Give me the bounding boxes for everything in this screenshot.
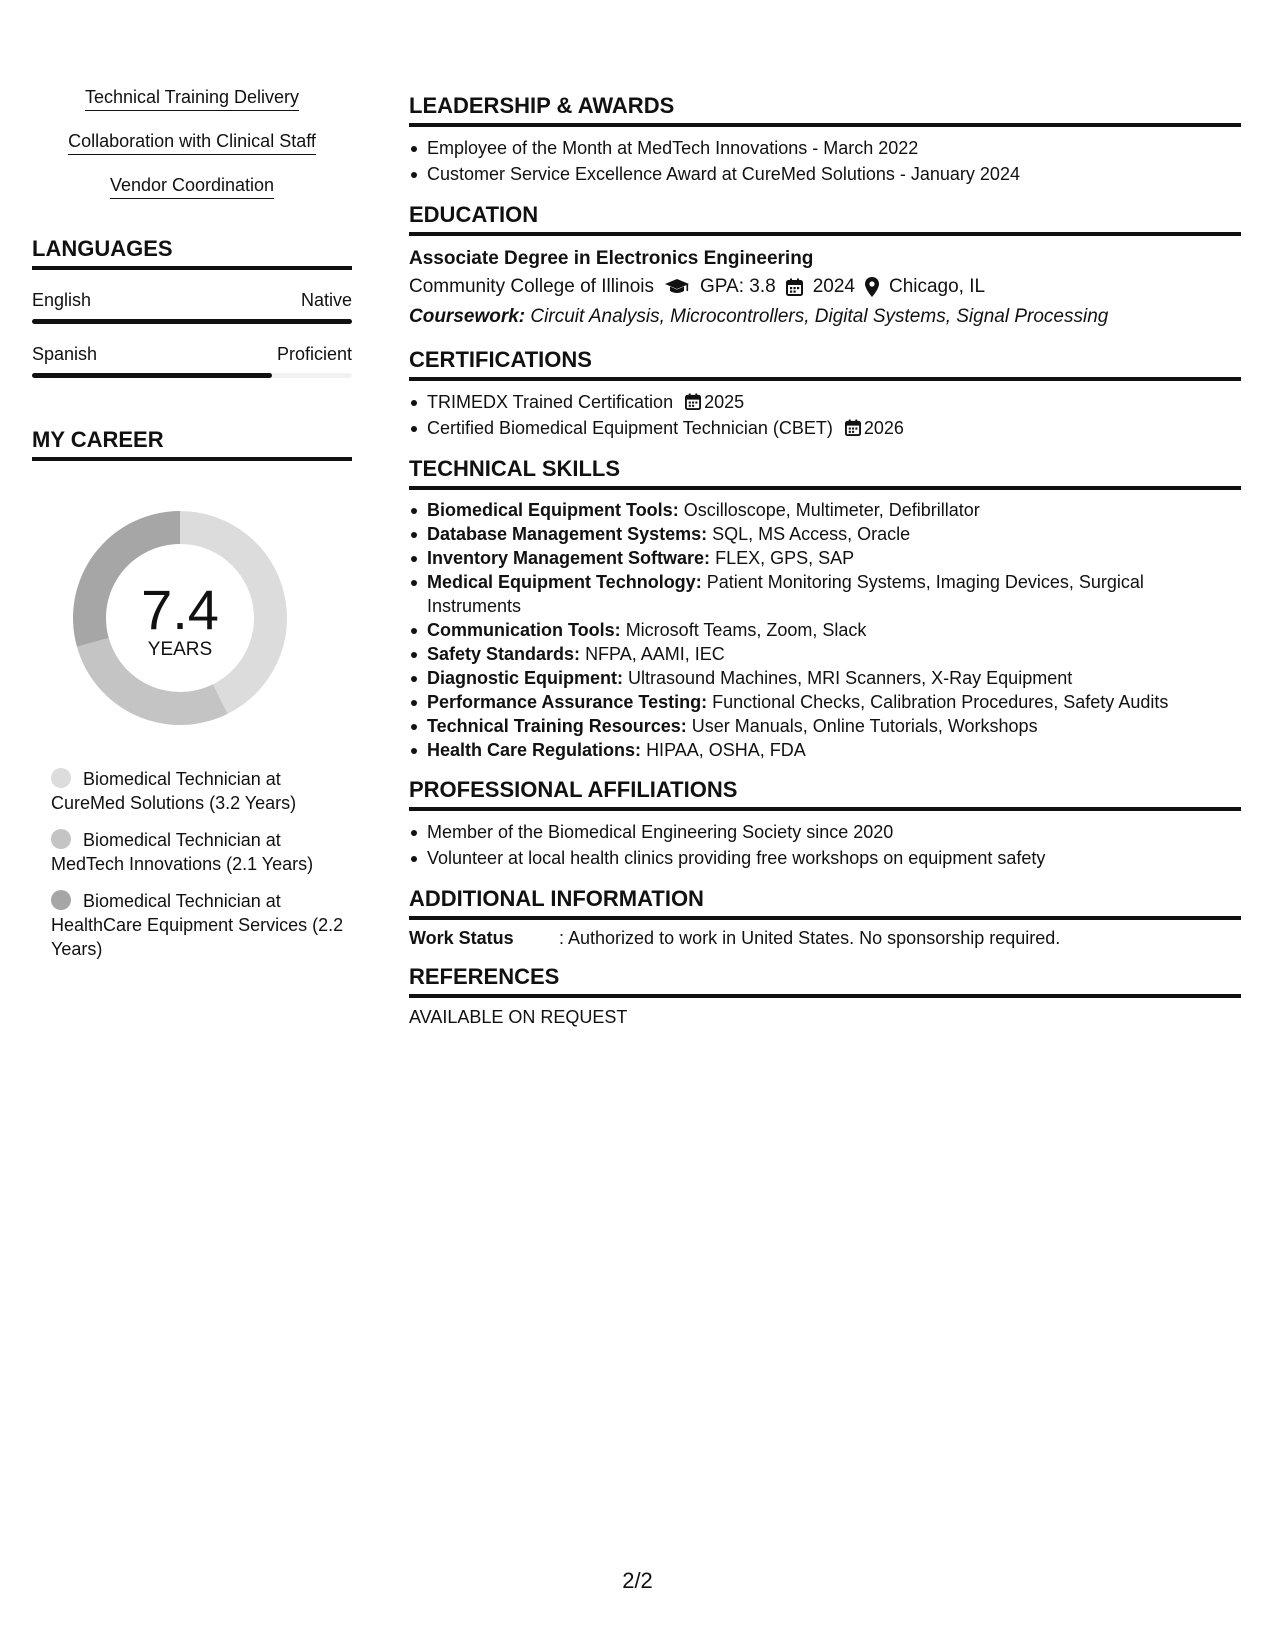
legend-dot: [51, 829, 71, 849]
skill-values: Ultrasound Machines, MRI Scanners, X-Ray Equipment: [628, 668, 1073, 688]
work-status-value: : Authorized to work in United States. No sponsorship required.: [559, 928, 1061, 948]
education-title: EDUCATION: [409, 201, 1241, 236]
skill-category: Biomedical Equipment Tools:: [427, 500, 679, 520]
technical-skill-item: [409, 498, 1241, 522]
skill-category: Communication Tools:: [427, 620, 621, 640]
legend-dot: [51, 890, 71, 910]
language-bar-fill: [32, 373, 272, 378]
technical-skill-item: [409, 738, 1241, 762]
education-year: 2024: [812, 276, 855, 297]
map-pin-icon: [865, 277, 879, 297]
certifications-title: CERTIFICATIONS: [409, 346, 1241, 381]
language-bar: [32, 319, 352, 324]
certification-year: 2025: [704, 392, 745, 412]
skill-category: Inventory Management Software:: [427, 548, 711, 568]
calendar-icon: [786, 278, 803, 296]
technical-skill-item: [409, 642, 1241, 666]
certification-name: Certified Biomedical Equipment Technician (CBET): [427, 418, 833, 438]
career-title: MY CAREER: [32, 426, 352, 461]
technical-skill-item: [409, 522, 1241, 546]
skill-tag-label: Vendor Coordination: [110, 174, 274, 199]
career-legend-item: [51, 767, 352, 815]
technical-skill-item: [409, 714, 1241, 738]
career-total-years: 7.4: [141, 578, 219, 641]
affiliations-title: PROFESSIONAL AFFILIATIONS: [409, 776, 1241, 811]
language-row: [32, 344, 352, 365]
right-column: [409, 92, 1241, 1028]
skill-values: User Manuals, Online Tutorials, Workshops: [691, 716, 1038, 736]
certification-item: [409, 415, 1241, 441]
left-column: [32, 86, 352, 974]
career-legend-label: Biomedical Technician at HealthCare Equipment Services (2.2 Years): [51, 891, 344, 959]
technical-skill-item: [409, 690, 1241, 714]
technical-skills-list: [409, 498, 1241, 762]
certifications-list: [409, 389, 1241, 441]
references-text: AVAILABLE ON REQUEST: [409, 1007, 628, 1027]
skill-values: Microsoft Teams, Zoom, Slack: [625, 620, 867, 640]
additional-info-title: ADDITIONAL INFORMATION: [409, 885, 1241, 920]
calendar-icon: [845, 419, 861, 436]
affiliation-item: Member of the Biomedical Engineering Society since 2020: [409, 819, 1241, 845]
career-donut-chart: [65, 503, 295, 733]
technical-skill-item: [409, 546, 1241, 570]
language-level: Proficient: [276, 344, 352, 364]
skill-category: Health Care Regulations:: [427, 740, 642, 760]
skill-tag-label: Collaboration with Clinical Staff: [68, 130, 316, 155]
language-name: Spanish: [32, 344, 98, 364]
legend-dot: [51, 768, 71, 788]
calendar-icon: [685, 393, 701, 410]
graduation-cap-icon: [664, 278, 690, 296]
skill-values: Oscilloscope, Multimeter, Defibrillator: [683, 500, 980, 520]
coursework-label: Coursework:: [409, 306, 526, 327]
award-item: Customer Service Excellence Award at CureMed Solutions - January 2024: [409, 161, 1241, 187]
skill-category: Database Management Systems:: [427, 524, 708, 544]
career-legend-label: Biomedical Technician at MedTech Innovations (2.1 Years): [51, 830, 314, 874]
skill-tag: [32, 130, 352, 155]
skill-category: Safety Standards:: [427, 644, 581, 664]
languages-title: LANGUAGES: [32, 235, 352, 270]
skill-tag: [32, 86, 352, 111]
award-item: Employee of the Month at MedTech Innovations - March 2022: [409, 135, 1241, 161]
career-legend: [32, 767, 352, 961]
leadership-list: [409, 135, 1241, 187]
skill-values: NFPA, AAMI, IEC: [585, 644, 725, 664]
skill-tags: [32, 86, 352, 199]
education-location: Chicago, IL: [888, 276, 986, 297]
technical-skills-title: TECHNICAL SKILLS: [409, 455, 1241, 490]
education-coursework: [409, 302, 1241, 332]
technical-skill-item: [409, 570, 1241, 618]
career-legend-label: Biomedical Technician at CureMed Solutions (3.2 Years): [51, 769, 297, 813]
skill-values: FLEX, GPS, SAP: [715, 548, 855, 568]
skill-category: Performance Assurance Testing:: [427, 692, 708, 712]
references-title: REFERENCES: [409, 963, 1241, 998]
technical-skill-item: [409, 666, 1241, 690]
skill-category: Diagnostic Equipment:: [427, 668, 624, 688]
education-school: Community College of Illinois: [409, 276, 654, 297]
career-legend-item: [51, 889, 352, 961]
certification-name: TRIMEDX Trained Certification: [427, 392, 674, 412]
education-degree: Associate Degree in Electronics Engineering: [409, 248, 814, 269]
language-bar-fill: [32, 319, 352, 324]
skill-category: Technical Training Resources:: [427, 716, 687, 736]
languages-list: [32, 290, 352, 378]
page-number: 2/2: [622, 1568, 653, 1593]
skill-tag: [32, 174, 352, 199]
affiliation-item: Volunteer at local health clinics providing free workshops on equipment safety: [409, 845, 1241, 871]
work-status-row: [409, 928, 1241, 949]
skill-values: Patient Monitoring Systems, Imaging Devices, Surgical Instruments: [427, 572, 1144, 616]
certification-year: 2026: [863, 418, 904, 438]
technical-skill-item: [409, 618, 1241, 642]
affiliations-list: [409, 819, 1241, 871]
leadership-title: LEADERSHIP & AWARDS: [409, 92, 1241, 127]
work-status-key: Work Status: [409, 928, 514, 948]
skill-values: SQL, MS Access, Oracle: [712, 524, 911, 544]
career-legend-item: [51, 828, 352, 876]
skill-tag-label: Technical Training Delivery: [85, 86, 299, 111]
language-bar: [32, 373, 352, 378]
education-gpa: GPA: 3.8: [700, 276, 776, 297]
skill-values: Functional Checks, Calibration Procedures, Safety Audits: [712, 692, 1169, 712]
language-level: Native: [300, 290, 352, 310]
career-years-unit: YEARS: [147, 639, 213, 660]
language-row: [32, 290, 352, 311]
skill-values: HIPAA, OSHA, FDA: [646, 740, 806, 760]
language-name: English: [32, 290, 92, 310]
education-details: [409, 272, 1241, 302]
skill-category: Medical Equipment Technology:: [427, 572, 702, 592]
coursework-text: Circuit Analysis, Microcontrollers, Digital Systems, Signal Processing: [530, 306, 1109, 327]
certification-item: [409, 389, 1241, 415]
